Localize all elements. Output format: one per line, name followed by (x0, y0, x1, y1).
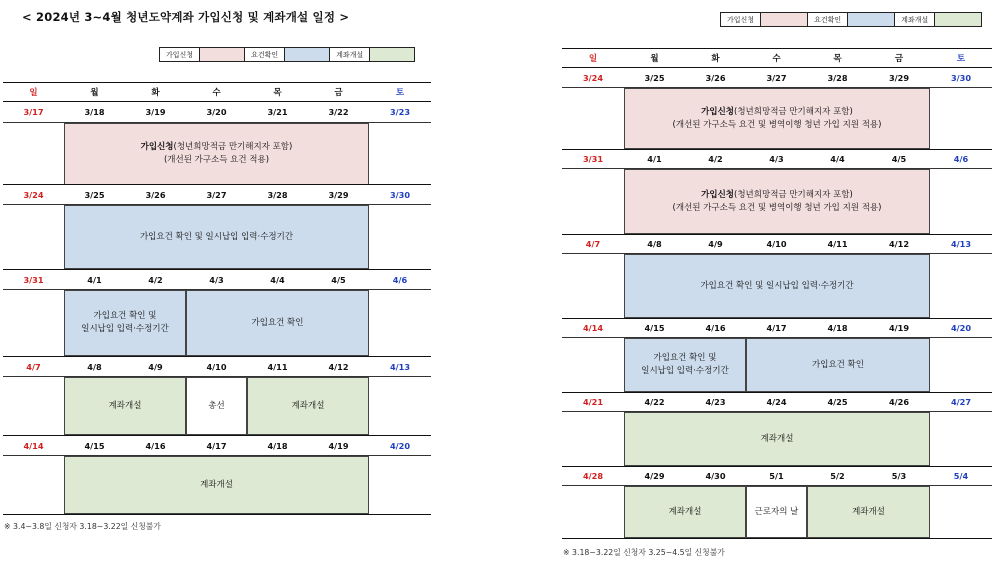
event-apply (64, 123, 369, 185)
date-cell: 4/2 (685, 149, 746, 169)
date-cell: 4/16 (685, 318, 746, 338)
table-bottom-rule (562, 538, 992, 539)
date-cell: 5/1 (746, 466, 807, 486)
legend-confirm-swatch (848, 13, 895, 26)
date-cell: 4/24 (746, 392, 807, 412)
date-cell: 3/29 (868, 68, 930, 88)
left-calendar (3, 82, 431, 515)
event-apply-title: 가입신청 (701, 106, 735, 117)
legend-apply-label: 가입신청 (160, 48, 200, 61)
right-calendar (562, 48, 992, 539)
event-open: 계좌개설 (624, 412, 930, 466)
legend-open-label: 계좌개설 (330, 48, 370, 61)
event-confirm-input (624, 338, 746, 392)
date-cell: 4/28 (562, 466, 624, 486)
date-cell: 4/27 (930, 392, 992, 412)
date-cell: 4/10 (746, 234, 807, 254)
event-confirm: 가입요건 확인 (746, 338, 930, 392)
date-cell: 3/28 (247, 184, 308, 205)
event-apply-sub: (개선된 가구소득 요건 및 병역이행 청년 가입 지원 적용) (672, 202, 882, 213)
day-header-sat: 토 (930, 48, 992, 68)
date-cell: 4/5 (868, 149, 930, 169)
date-cell: 4/19 (868, 318, 930, 338)
date-cell: 3/31 (3, 269, 64, 290)
event-apply (624, 88, 930, 149)
date-cell: 4/10 (186, 356, 247, 377)
date-cell: 4/5 (308, 269, 369, 290)
date-cell: 4/18 (807, 318, 868, 338)
day-header-mon: 월 (64, 82, 125, 102)
date-cell: 3/26 (125, 184, 186, 205)
legend-top (720, 12, 982, 27)
event-holiday: 총선 (186, 377, 247, 435)
event-line: 가입요건 확인 및 (93, 311, 157, 321)
date-cell: 4/17 (746, 318, 807, 338)
date-cell: 4/6 (369, 269, 431, 290)
date-cell: 4/7 (562, 234, 624, 254)
event-open: 계좌개설 (247, 377, 369, 435)
date-cell: 4/4 (807, 149, 868, 169)
date-cell: 4/15 (64, 435, 125, 456)
event-line: 일시납입 입력·수정기간 (81, 324, 169, 334)
legend-apply-swatch (761, 13, 808, 26)
date-cell: 3/27 (186, 184, 247, 205)
date-cell: 4/3 (186, 269, 247, 290)
event-open: 계좌개설 (64, 377, 186, 435)
date-cell: 4/13 (369, 356, 431, 377)
event-confirm-input (64, 290, 186, 356)
event-apply-note: (청년희망적금 만기해지자 포함) (734, 106, 853, 117)
date-cell: 4/4 (247, 269, 308, 290)
date-cell: 4/7 (3, 356, 64, 377)
date-cell: 4/18 (247, 435, 308, 456)
event-apply-note: (청년희망적금 만기해지자 포함) (173, 142, 293, 152)
date-cell: 4/13 (930, 234, 992, 254)
event-line: 가입요건 확인 및 (653, 353, 717, 363)
event-open: 계좌개설 (807, 486, 930, 538)
event-confirm: 가입요건 확인 및 일시납입 입력·수정기간 (64, 205, 369, 269)
date-cell: 4/12 (308, 356, 369, 377)
date-cell: 4/8 (64, 356, 125, 377)
date-cell: 4/1 (64, 269, 125, 290)
date-cell: 4/23 (685, 392, 746, 412)
page-title: < 2024년 3~4월 청년도약계좌 가입신청 및 계좌개설 일정 > (22, 10, 350, 24)
day-header-fri: 금 (308, 82, 369, 102)
date-cell: 4/14 (562, 318, 624, 338)
date-cell: 4/25 (807, 392, 868, 412)
date-cell: 4/19 (308, 435, 369, 456)
date-cell: 4/29 (624, 466, 685, 486)
date-cell: 4/3 (746, 149, 807, 169)
day-header-tue: 화 (685, 48, 746, 68)
date-cell: 3/30 (369, 184, 431, 205)
legend-confirm-swatch (285, 48, 330, 61)
date-cell: 3/20 (186, 102, 247, 123)
date-cell: 3/24 (562, 68, 624, 88)
event-apply-sub: (개선된 가구소득 요건 및 병역이행 청년 가입 지원 적용) (672, 119, 882, 130)
event-confirm: 가입요건 확인 (186, 290, 369, 356)
legend-left (159, 47, 415, 62)
date-cell: 3/26 (685, 68, 746, 88)
table-bottom-rule (3, 514, 431, 515)
legend-confirm-label: 요건확인 (245, 48, 285, 61)
date-cell: 3/17 (3, 102, 64, 123)
day-header-sun: 일 (3, 82, 64, 102)
legend-apply-swatch (200, 48, 245, 61)
day-header-mon: 월 (624, 48, 685, 68)
date-cell: 5/2 (807, 466, 868, 486)
date-cell: 3/22 (308, 102, 369, 123)
event-confirm: 가입요건 확인 및 일시납입 입력·수정기간 (624, 254, 930, 318)
event-apply-title: 가입신청 (140, 142, 174, 152)
legend-confirm-label: 요건확인 (808, 13, 848, 26)
date-cell: 4/1 (624, 149, 685, 169)
date-cell: 3/31 (562, 149, 624, 169)
date-cell: 4/26 (868, 392, 930, 412)
event-apply-sub: (개선된 가구소득 요건 적용) (163, 155, 270, 165)
legend-open-swatch (935, 13, 981, 26)
date-cell: 4/9 (685, 234, 746, 254)
day-header-tue: 화 (125, 82, 186, 102)
date-cell: 3/27 (746, 68, 807, 88)
legend-open-swatch (370, 48, 414, 61)
right-footnote: ※ 3.18~3.22일 신청자 3.25~4.5일 신청불가 (563, 548, 725, 557)
date-cell: 3/30 (930, 68, 992, 88)
legend-open-label: 계좌개설 (895, 13, 935, 26)
event-apply-title: 가입신청 (701, 189, 735, 200)
date-cell: 3/25 (624, 68, 685, 88)
date-cell: 4/17 (186, 435, 247, 456)
date-cell: 3/21 (247, 102, 308, 123)
date-cell: 4/14 (3, 435, 64, 456)
date-cell: 4/6 (930, 149, 992, 169)
date-cell: 5/4 (930, 466, 992, 486)
event-line: 일시납입 입력·수정기간 (641, 366, 729, 376)
date-cell: 3/29 (308, 184, 369, 205)
date-cell: 3/19 (125, 102, 186, 123)
day-header-fri: 금 (868, 48, 930, 68)
left-footnote: ※ 3.4~3.8일 신청자 3.18~3.22일 신청불가 (4, 522, 161, 531)
legend-apply-label: 가입신청 (721, 13, 761, 26)
date-cell: 4/12 (868, 234, 930, 254)
date-cell: 3/23 (369, 102, 431, 123)
date-cell: 3/25 (64, 184, 125, 205)
day-header-wed: 수 (746, 48, 807, 68)
date-cell: 4/8 (624, 234, 685, 254)
date-cell: 3/24 (3, 184, 64, 205)
day-header-thu: 목 (247, 82, 308, 102)
date-cell: 5/3 (868, 466, 930, 486)
event-holiday: 근로자의 날 (746, 486, 807, 538)
event-open: 계좌개설 (624, 486, 746, 538)
day-header-wed: 수 (186, 82, 247, 102)
date-cell: 4/2 (125, 269, 186, 290)
date-cell: 4/20 (930, 318, 992, 338)
date-cell: 3/18 (64, 102, 125, 123)
event-apply (624, 169, 930, 234)
day-header-sun: 일 (562, 48, 624, 68)
day-header-thu: 목 (807, 48, 868, 68)
event-apply-note: (청년희망적금 만기해지자 포함) (734, 189, 853, 200)
day-header-sat: 토 (369, 82, 431, 102)
date-cell: 4/20 (369, 435, 431, 456)
date-cell: 4/30 (685, 466, 746, 486)
date-cell: 4/16 (125, 435, 186, 456)
date-cell: 3/28 (807, 68, 868, 88)
date-cell: 4/21 (562, 392, 624, 412)
date-cell: 4/22 (624, 392, 685, 412)
date-cell: 4/11 (247, 356, 308, 377)
date-cell: 4/11 (807, 234, 868, 254)
date-cell: 4/15 (624, 318, 685, 338)
date-cell: 4/9 (125, 356, 186, 377)
event-open: 계좌개설 (64, 456, 369, 514)
